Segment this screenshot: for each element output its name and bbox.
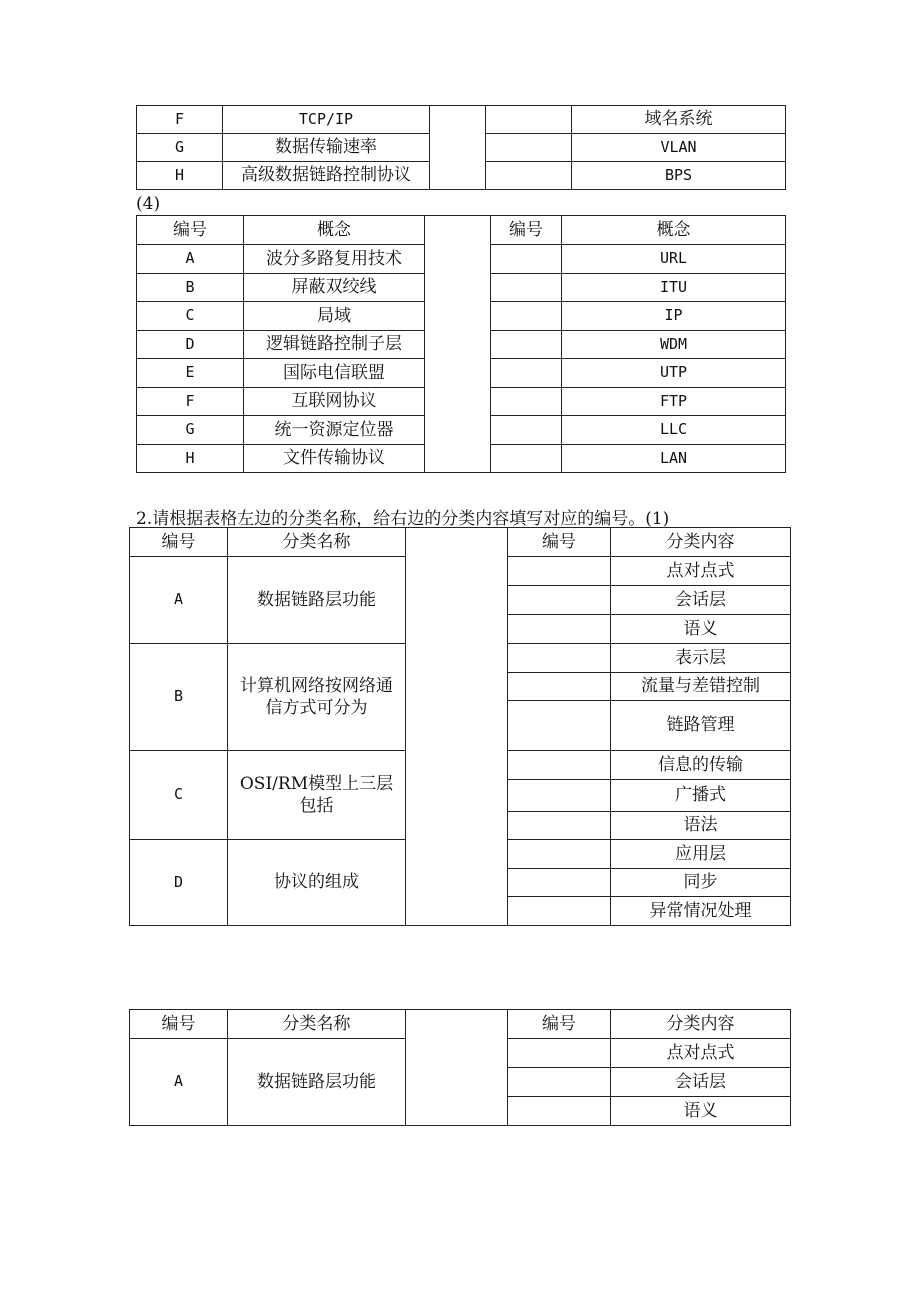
section-label: (4) bbox=[136, 194, 161, 214]
classification-table-repeat bbox=[129, 1009, 791, 1126]
row-code: G bbox=[137, 416, 244, 445]
table-header-row bbox=[137, 216, 786, 245]
table-3-continuation bbox=[136, 105, 786, 190]
answer-cell[interactable] bbox=[491, 245, 562, 274]
answer-gap bbox=[406, 528, 508, 926]
category-item: 语义 bbox=[611, 1097, 791, 1126]
question-2-title: 2.请根据表格左边的分类名称，给右边的分类内容填写对应的编号。(1) bbox=[136, 509, 670, 529]
category-item: 流量与差错控制 bbox=[611, 673, 791, 701]
group-code: B bbox=[130, 644, 228, 751]
category-item: 会话层 bbox=[611, 586, 791, 615]
row-right-concept: IP bbox=[562, 302, 786, 331]
row-code: H bbox=[137, 162, 223, 190]
answer-cell[interactable] bbox=[491, 273, 562, 302]
answer-cell[interactable] bbox=[491, 359, 562, 388]
row-concept: 统一资源定位器 bbox=[244, 416, 425, 445]
row-right-concept: FTP bbox=[562, 387, 786, 416]
answer-cell[interactable] bbox=[508, 840, 611, 869]
row-right-concept: ITU bbox=[562, 273, 786, 302]
row-right-concept: BPS bbox=[572, 162, 786, 190]
answer-cell[interactable] bbox=[508, 897, 611, 926]
answer-cell[interactable] bbox=[508, 701, 611, 751]
table-4 bbox=[136, 215, 786, 473]
category-item: 语法 bbox=[611, 812, 791, 840]
answer-cell[interactable] bbox=[491, 387, 562, 416]
group-name: OSI/RM模型上三层包括 bbox=[228, 751, 406, 840]
answer-cell[interactable] bbox=[486, 106, 572, 134]
row-right-concept: URL bbox=[562, 245, 786, 274]
group-code: A bbox=[130, 1039, 228, 1126]
header-code: 编号 bbox=[508, 1010, 611, 1039]
group-name: 计算机网络按网络通信方式可分为 bbox=[228, 644, 406, 751]
row-concept: 互联网协议 bbox=[244, 387, 425, 416]
category-item: 同步 bbox=[611, 869, 791, 897]
header-code: 编号 bbox=[130, 528, 228, 557]
answer-gap bbox=[430, 106, 486, 190]
answer-cell[interactable] bbox=[508, 1068, 611, 1097]
answer-cell[interactable] bbox=[508, 751, 611, 780]
header-code: 编号 bbox=[137, 216, 244, 245]
header-concept: 概念 bbox=[244, 216, 425, 245]
answer-gap bbox=[406, 1010, 508, 1126]
row-code: F bbox=[137, 387, 244, 416]
table-header-row bbox=[130, 1010, 791, 1039]
answer-cell[interactable] bbox=[491, 444, 562, 473]
answer-cell[interactable] bbox=[508, 673, 611, 701]
row-concept: 局域 bbox=[244, 302, 425, 331]
group-name: 协议的组成 bbox=[228, 840, 406, 926]
answer-cell[interactable] bbox=[508, 557, 611, 586]
row-right-concept: VLAN bbox=[572, 134, 786, 162]
group-code: A bbox=[130, 557, 228, 644]
row-concept: 高级数据链路控制协议 bbox=[223, 162, 430, 190]
answer-cell[interactable] bbox=[491, 302, 562, 331]
header-code: 编号 bbox=[508, 528, 611, 557]
row-concept: 屏蔽双绞线 bbox=[244, 273, 425, 302]
row-concept: 国际电信联盟 bbox=[244, 359, 425, 388]
answer-cell[interactable] bbox=[491, 330, 562, 359]
category-item: 应用层 bbox=[611, 840, 791, 869]
group-name: 数据链路层功能 bbox=[228, 1039, 406, 1126]
answer-cell[interactable] bbox=[486, 134, 572, 162]
header-concept: 概念 bbox=[562, 216, 786, 245]
row-code: F bbox=[137, 106, 223, 134]
answer-cell[interactable] bbox=[508, 1039, 611, 1068]
answer-cell[interactable] bbox=[508, 1097, 611, 1126]
answer-cell[interactable] bbox=[486, 162, 572, 190]
answer-cell[interactable] bbox=[508, 812, 611, 840]
row-concept: TCP/IP bbox=[223, 106, 430, 134]
row-code: E bbox=[137, 359, 244, 388]
row-code: D bbox=[137, 330, 244, 359]
header-category-name: 分类名称 bbox=[228, 528, 406, 557]
answer-cell[interactable] bbox=[508, 615, 611, 644]
row-right-concept: UTP bbox=[562, 359, 786, 388]
answer-cell[interactable] bbox=[508, 780, 611, 812]
category-item: 链路管理 bbox=[611, 701, 791, 751]
table-header-row bbox=[130, 528, 791, 557]
header-category-content: 分类内容 bbox=[611, 1010, 791, 1039]
row-concept: 文件传输协议 bbox=[244, 444, 425, 473]
header-code: 编号 bbox=[491, 216, 562, 245]
table-row bbox=[137, 106, 786, 134]
row-concept: 波分多路复用技术 bbox=[244, 245, 425, 274]
row-right-concept: LLC bbox=[562, 416, 786, 445]
answer-cell[interactable] bbox=[508, 869, 611, 897]
row-code: A bbox=[137, 245, 244, 274]
row-code: G bbox=[137, 134, 223, 162]
category-item: 信息的传输 bbox=[611, 751, 791, 780]
row-right-concept: WDM bbox=[562, 330, 786, 359]
group-code: C bbox=[130, 751, 228, 840]
row-code: H bbox=[137, 444, 244, 473]
classification-table bbox=[129, 527, 791, 926]
category-item: 点对点式 bbox=[611, 557, 791, 586]
category-item: 广播式 bbox=[611, 780, 791, 812]
header-code: 编号 bbox=[130, 1010, 228, 1039]
row-right-concept: LAN bbox=[562, 444, 786, 473]
category-item: 点对点式 bbox=[611, 1039, 791, 1068]
category-item: 会话层 bbox=[611, 1068, 791, 1097]
header-category-name: 分类名称 bbox=[228, 1010, 406, 1039]
row-concept: 逻辑链路控制子层 bbox=[244, 330, 425, 359]
header-category-content: 分类内容 bbox=[611, 528, 791, 557]
category-item: 异常情况处理 bbox=[611, 897, 791, 926]
group-code: D bbox=[130, 840, 228, 926]
answer-gap bbox=[425, 216, 491, 473]
answer-cell[interactable] bbox=[491, 416, 562, 445]
row-concept: 数据传输速率 bbox=[223, 134, 430, 162]
answer-cell[interactable] bbox=[508, 644, 611, 673]
category-item: 表示层 bbox=[611, 644, 791, 673]
group-name: 数据链路层功能 bbox=[228, 557, 406, 644]
row-code: B bbox=[137, 273, 244, 302]
row-code: C bbox=[137, 302, 244, 331]
row-right-concept: 域名系统 bbox=[572, 106, 786, 134]
category-item: 语义 bbox=[611, 615, 791, 644]
answer-cell[interactable] bbox=[508, 586, 611, 615]
